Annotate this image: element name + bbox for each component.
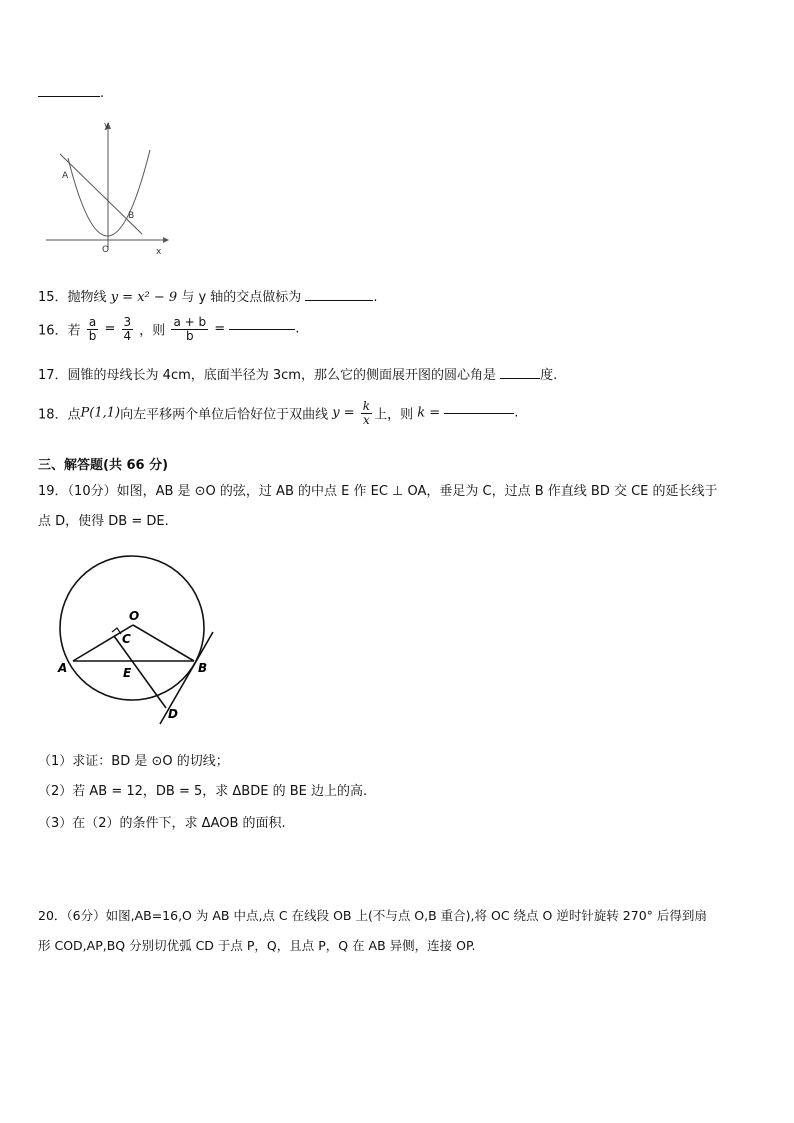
question-20-line2: 形 COD,AP,BQ 分别切优弧 CD 于点 P，Q，且点 P，Q 在 AB 异侧，连接 OP. bbox=[38, 938, 476, 953]
parabola-line-figure bbox=[38, 118, 178, 258]
label-c: C bbox=[122, 632, 131, 646]
fraction-a-plus-b-over-b: $\frac{a + b}{b}$ bbox=[173, 315, 207, 343]
line-ab bbox=[60, 154, 142, 234]
q16-answer-blank bbox=[229, 329, 295, 330]
segment-ob bbox=[133, 625, 194, 661]
question-19-line1: 19．（10分）如图，AB 是 ⊙O 的弦，过 AB 的中点 E 作 EC ⊥ OA，垂足为 C，过点 B 作直线 BD 交 CE 的延长线于 bbox=[38, 484, 718, 499]
q15-prefix: 15．抛物线 bbox=[38, 290, 107, 305]
q18-answer-blank bbox=[444, 413, 514, 414]
question-20-line1: 20．（6分）如图,AB=16,O 为 AB 中点,点 C 在线段 OB 上(不与点 O,B 重合),将 OC 绕点 O 逆时针旋转 270° 后得到扇 bbox=[38, 908, 707, 923]
label-d: D bbox=[168, 707, 178, 721]
point-a-label: A bbox=[62, 171, 69, 181]
fraction-k-over-x: $\frac{k}{x}$ bbox=[362, 399, 371, 427]
question-19-part-3: （3）在（2）的条件下，求 ΔAOB 的面积. bbox=[38, 816, 286, 831]
parabola-curve bbox=[68, 150, 150, 236]
circle-o bbox=[60, 556, 204, 700]
line-ce-extended bbox=[114, 636, 166, 708]
section-heading-3: 三、解答题(共 66 分) bbox=[38, 458, 169, 473]
fraction-3-over-4: $\frac{3}{4}$ bbox=[123, 315, 132, 343]
question-15: 15．抛物线 y = x² − 9 与 y 轴的交点做标为 . bbox=[38, 290, 378, 305]
q17-answer-blank bbox=[500, 378, 540, 379]
question-17: 17．圆锥的母线长为 4cm，底面半径为 3cm，那么它的侧面展开图的圆心角是 度. bbox=[38, 368, 558, 383]
q15-answer-blank bbox=[305, 300, 373, 301]
label-a: A bbox=[58, 661, 68, 675]
question-19-line2: 点 D，使得 DB = DE. bbox=[38, 514, 169, 529]
question-16: 16．若 $\frac{a}{b}$ = $\frac{3}{4}$ ，则 $\frac{a + b}{b}$ = . bbox=[38, 315, 300, 343]
q15-formula: y = x² − 9 bbox=[110, 290, 178, 305]
label-e: E bbox=[123, 666, 132, 680]
label-o: O bbox=[129, 609, 140, 623]
question-18: 18．点P(1,1)向左平移两个单位后恰好位于双曲线 y = $\frac{k}{x}$ 上，则 k = . bbox=[38, 399, 519, 427]
origin-label: O bbox=[102, 245, 110, 255]
circle-tangent-figure bbox=[50, 548, 230, 728]
x-axis-label: x bbox=[156, 247, 162, 257]
q15-text: 与 y 轴的交点做标为 bbox=[181, 290, 302, 305]
y-axis-label: y bbox=[104, 121, 110, 131]
question-19-part-2: （2）若 AB = 12，DB = 5，求 ΔBDE 的 BE 边上的高. bbox=[38, 784, 368, 799]
label-b: B bbox=[198, 661, 208, 675]
previous-answer-blank: . bbox=[38, 86, 104, 101]
fraction-a-over-b: $\frac{a}{b}$ bbox=[88, 315, 97, 343]
question-19-part-1: （1）求证：BD 是 ⊙O 的切线； bbox=[38, 754, 229, 769]
point-b-label: B bbox=[128, 211, 135, 221]
